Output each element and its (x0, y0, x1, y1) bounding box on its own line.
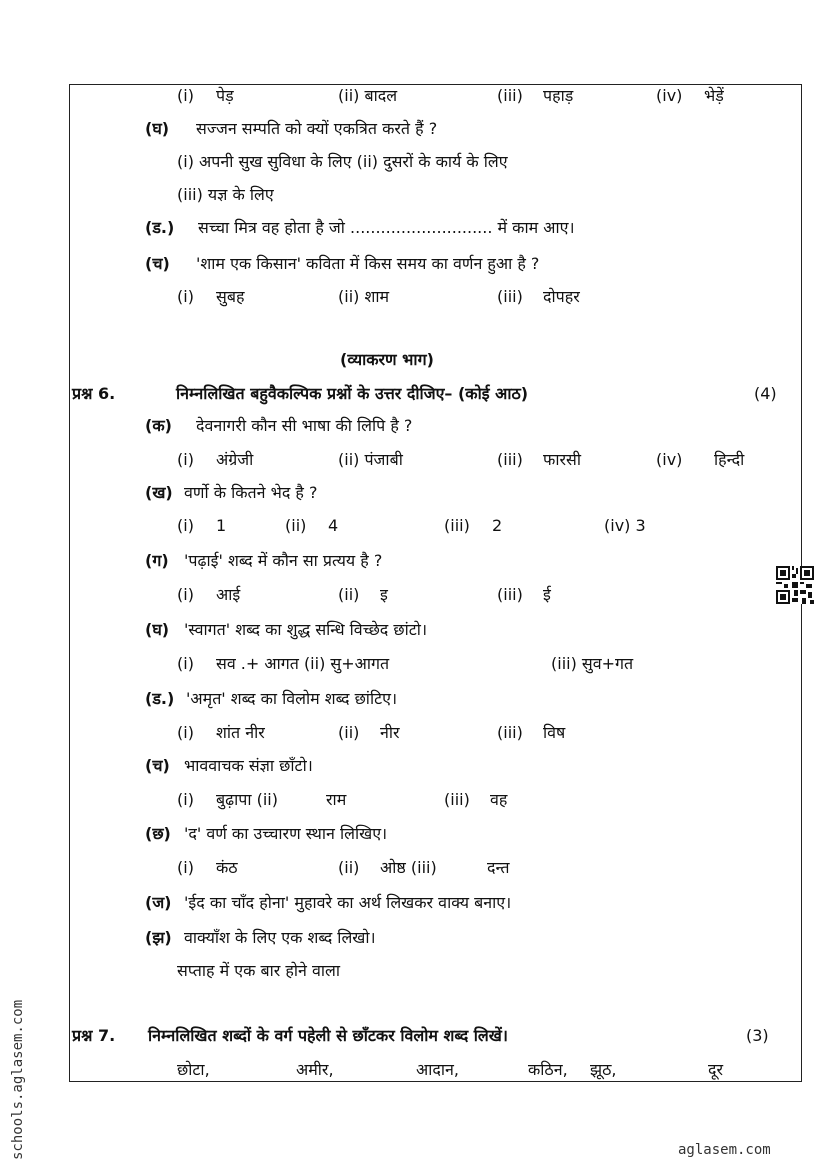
question-text: 'स्वागत' शब्द का शुद्ध सन्धि विच्छेद छांटो। (184, 620, 428, 639)
word-item: दूर (708, 1060, 724, 1079)
option-label: (iv) (656, 86, 683, 105)
question-text: सज्जन सम्पति को क्यों एकत्रित करते हैं ? (196, 119, 438, 138)
question-text: देवनागरी कौन सी भाषा की लिपि है ? (196, 416, 413, 435)
option-text: आई (216, 585, 241, 604)
word-item: कठिन, (528, 1060, 568, 1079)
option-text: नीर (380, 723, 400, 742)
option-label: (i) (177, 86, 194, 105)
option-text: हिन्दी (714, 450, 745, 469)
option-label: (iii) (497, 450, 523, 469)
sub-text: सप्ताह में एक बार होने वाला (177, 961, 341, 980)
question-number: (झ) (145, 928, 172, 947)
option-text: इ (380, 585, 388, 604)
question-number: (ग) (145, 551, 169, 570)
option-text: शांत नीर (216, 723, 265, 742)
question-text: 'पढ़ाई' शब्द में कौन सा प्रत्यय है ? (184, 551, 383, 570)
option-line: (iii) यज्ञ के लिए (177, 185, 274, 204)
option-label: (iii) (497, 723, 523, 742)
word-item: आदान, (416, 1060, 459, 1079)
question-text: सच्चा मित्र वह होता है जो ............................ में काम आए। (198, 218, 575, 237)
option-text: (ii) पंजाबी (338, 450, 403, 469)
marks: (4) (754, 384, 777, 403)
option-text: भेड़ें (704, 86, 724, 105)
option-text: विष (543, 723, 566, 742)
question-text: वाक्याँश के लिए एक शब्द लिखो। (184, 928, 376, 947)
option-text: (iv) 3 (604, 516, 646, 535)
option-label: (ii) (338, 858, 360, 877)
option-text: 1 (216, 516, 227, 535)
question-text: वर्णो के कितने भेद है ? (184, 483, 318, 502)
option-text: वह (490, 790, 508, 809)
option-label: (iii) (497, 287, 523, 306)
question-number: (ख) (145, 483, 173, 502)
qr-code-icon (776, 566, 814, 604)
option-label: (iii) (444, 516, 470, 535)
option-text: 2 (492, 516, 503, 535)
question-number: (घ) (145, 119, 170, 138)
option-text: राम (326, 790, 347, 809)
side-watermark: schools.aglasem.com (10, 999, 26, 1160)
question-number: (घ) (145, 620, 170, 639)
option-label: (i) (177, 723, 194, 742)
question-label: प्रश्न 7. (72, 1026, 116, 1045)
option-label: (ii) (338, 585, 360, 604)
option-text: सुबह (216, 287, 245, 306)
option-text: पेड़ (216, 86, 234, 105)
word-item: अमीर, (296, 1060, 334, 1079)
option-text: ई (543, 585, 551, 604)
question-number: (क) (145, 416, 172, 435)
question-number: (ड.) (145, 218, 175, 237)
option-label: (i) (177, 858, 194, 877)
option-text: पहाड़ (543, 86, 574, 105)
question-number: (ड.) (145, 689, 175, 708)
option-text: (ii) बादल (338, 86, 398, 105)
question-number: (ज) (145, 893, 172, 912)
option-label: (i) (177, 654, 194, 673)
option-label: (i) (177, 450, 194, 469)
option-label: (iv) (656, 450, 683, 469)
option-text: कंठ (216, 858, 238, 877)
question-text: भाववाचक संज्ञा छाँटो। (184, 756, 313, 775)
marks: (3) (746, 1026, 769, 1045)
option-label: (iii) (444, 790, 470, 809)
option-text: (iii) सुव+गत (551, 654, 634, 673)
option-text: दन्त (487, 858, 510, 877)
option-text: बुढ़ापा (ii) (216, 790, 278, 809)
question-title: निम्नलिखित शब्दों के वर्ग पहेली से छाँटकर विलोम शब्द लिखें। (148, 1026, 508, 1045)
option-text: सव .+ आगत (ii) सु+आगत (216, 654, 390, 673)
word-item: झूठ, (590, 1060, 617, 1079)
question-text: 'ईद का चाँद होना' मुहावरे का अर्थ लिखकर वाक्य बनाए। (184, 893, 512, 912)
option-label: (i) (177, 790, 194, 809)
option-text: ओष्ठ (iii) (380, 858, 437, 877)
question-number: (च) (145, 254, 170, 273)
question-number: (च) (145, 756, 170, 775)
question-title: निम्नलिखित बहुवैकल्पिक प्रश्नों के उत्तर दीजिए– (कोई आठ) (176, 384, 529, 403)
option-label: (i) (177, 287, 194, 306)
option-text: दोपहर (543, 287, 580, 306)
option-line: (i) अपनी सुख सुविधा के लिए (ii) दुसरों के कार्य के लिए (177, 152, 508, 171)
word-item: छोटा, (177, 1060, 210, 1079)
question-label: प्रश्न 6. (72, 384, 116, 403)
section-title: (व्याकरण भाग) (340, 350, 434, 369)
option-label: (iii) (497, 86, 523, 105)
option-label: (ii) (285, 516, 307, 535)
option-label: (i) (177, 585, 194, 604)
question-text: 'शाम एक किसान' कविता में किस समय का वर्णन हुआ है ? (196, 254, 540, 273)
option-label: (ii) (338, 723, 360, 742)
option-text: 4 (328, 516, 339, 535)
option-label: (iii) (497, 585, 523, 604)
option-label: (i) (177, 516, 194, 535)
option-text: फारसी (543, 450, 581, 469)
question-number: (छ) (145, 824, 171, 843)
option-text: (ii) शाम (338, 287, 390, 306)
option-text: अंग्रेजी (216, 450, 254, 469)
question-text: 'द' वर्ण का उच्चारण स्थान लिखिए। (184, 824, 388, 843)
bottom-watermark: aglasem.com (678, 1142, 771, 1158)
question-text: 'अमृत' शब्द का विलोम शब्द छांटिए। (186, 689, 398, 708)
